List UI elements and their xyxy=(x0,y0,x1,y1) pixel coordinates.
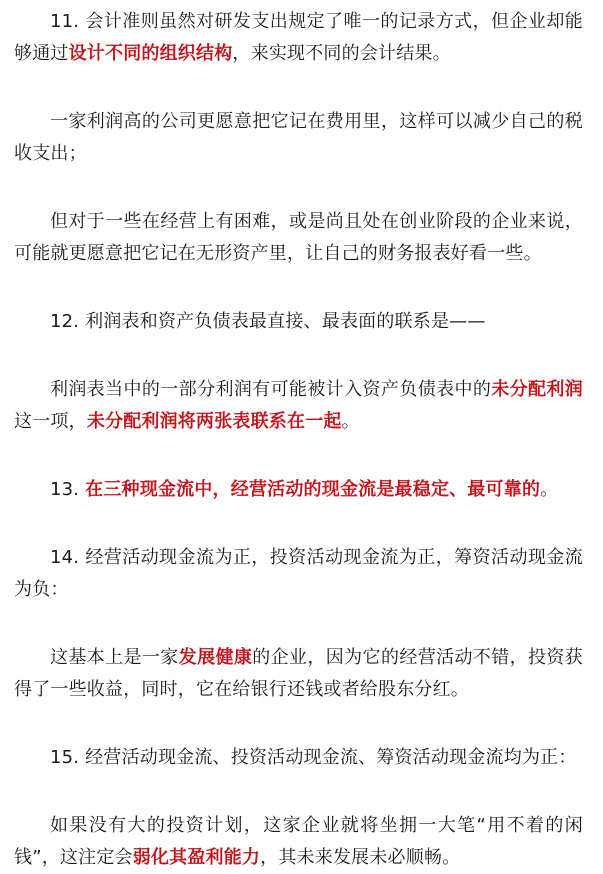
paragraph-11-high-profit xyxy=(14,106,583,170)
paragraph-12-detail xyxy=(14,374,583,438)
body-text: 这基本上是一家 xyxy=(50,647,179,668)
highlight-text: 弱化其盈利能力 xyxy=(132,847,261,868)
body-text: 利润表当中的一部分利润有可能被计入资产负债表中的 xyxy=(50,379,492,400)
body-text: 一家利润高的公司更愿意把它记在费用里，这样可以减少自己的税收支出； xyxy=(14,111,583,164)
body-text: 15. 经营活动现金流、投资活动现金流、筹资活动现金流均为正： xyxy=(50,747,577,768)
body-text: 14. 经营活动现金流为正，投资活动现金流为正，筹资活动现金流为负： xyxy=(14,547,583,600)
paragraph-11 xyxy=(14,6,583,70)
body-text: 但对于一些在经营上有困难，或是尚且处在创业阶段的企业来说，可能就更愿意把它记在无形资产里，让自己的财务报表好看一些。 xyxy=(14,211,583,264)
body-text: ，来实现不同的会计结果。 xyxy=(232,43,451,64)
paragraph-13 xyxy=(14,474,583,506)
body-text: 12. 利润表和资产负债表最直接、最表面的联系是—— xyxy=(50,311,486,332)
body-text: 13. xyxy=(50,479,86,500)
highlight-text: 设计不同的组织结构 xyxy=(68,43,233,64)
highlight-text: 未分配利润将两张表联系在一起 xyxy=(86,411,342,432)
body-text: 如果没有大的投资计划，这家企业就将坐拥一大笔“用不着的闲钱”，这注定会 xyxy=(14,815,583,868)
body-text: 。 xyxy=(540,479,559,500)
paragraph-12 xyxy=(14,306,583,338)
body-text: 11. 会计准则虽然对研发支出规定了唯一的记录方式，但企业却能够通过 xyxy=(14,11,583,64)
document-page xyxy=(0,6,603,868)
highlight-text: 在三种现金流中，经营活动的现金流是最稳定、最可靠的 xyxy=(85,479,541,500)
highlight-text: 未分配利润 xyxy=(491,379,583,400)
paragraph-15-detail xyxy=(14,810,583,874)
body-text: 这一项， xyxy=(14,411,87,432)
highlight-text: 发展健康 xyxy=(178,647,253,668)
body-text: 的企业，因为它的经营活动不错，投资获得了一些收益，同时，它在给银行还钱或者给股东分红。 xyxy=(14,647,583,700)
paragraph-14-detail xyxy=(14,642,583,706)
paragraph-15 xyxy=(14,742,583,774)
body-text: 。 xyxy=(341,411,360,432)
body-text: ，其未来发展未必顺畅。 xyxy=(260,847,461,868)
paragraph-11-struggling xyxy=(14,206,583,270)
paragraph-14 xyxy=(14,542,583,606)
